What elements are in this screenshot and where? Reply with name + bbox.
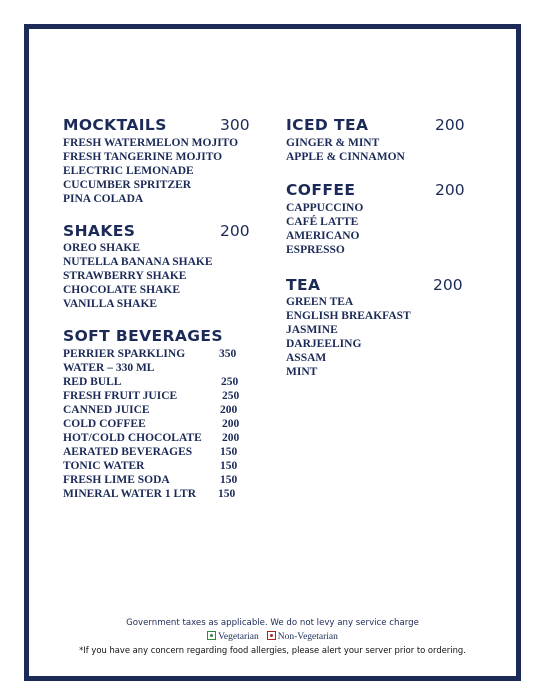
veg-icon [207,631,216,640]
menu-item: WATER – 330 ML [63,362,155,374]
menu-item: RED BULL [63,376,122,388]
menu-item: PINA COLADA [63,193,144,205]
menu-item: MINERAL WATER 1 LTR [63,488,197,500]
menu-item: ENGLISH BREAKFAST [286,310,411,322]
menu-item-price: 150 [220,474,238,486]
menu-item: CAPPUCCINO [286,202,364,214]
menu-item: ASSAM [286,352,327,364]
section-title-iced-tea: ICED TEA [286,116,369,134]
tax-note: Government taxes as applicable. We do not levy any service charge [126,618,419,628]
menu-item: FRESH FRUIT JUICE [63,390,178,402]
menu-item: OREO SHAKE [63,242,141,254]
non-veg-icon [267,631,276,640]
menu-item: STRAWBERRY SHAKE [63,270,187,282]
menu-item: COLD COFFEE [63,418,146,430]
section-price-mocktails: 300 [220,116,250,134]
menu-item: DARJEELING [286,338,362,350]
section-price-shakes: 200 [220,222,250,240]
menu-item: TONIC WATER [63,460,145,472]
menu-item-price: 150 [218,488,236,500]
menu-item: MINT [286,366,318,378]
menu-item: PERRIER SPARKLING [63,348,186,360]
section-title-tea: TEA [286,276,321,294]
menu-item: GREEN TEA [286,296,354,308]
section-title-mocktails: MOCKTAILS [63,116,167,134]
menu-item-price: 200 [220,404,238,416]
menu-item-price: 350 [219,348,237,360]
menu-item: CANNED JUICE [63,404,150,416]
section-title-shakes: SHAKES [63,222,136,240]
menu-item-price: 150 [220,460,238,472]
menu-item: CAFÉ LATTE [286,216,359,228]
menu-item: FRESH LIME SODA [63,474,170,486]
non-veg-label: Non-Vegetarian [277,632,338,642]
section-title-soft-beverages: SOFT BEVERAGES [63,327,223,345]
menu-item: FRESH TANGERINE MOJITO [63,151,223,163]
diet-legend [24,631,521,642]
menu-item: ESPRESSO [286,244,345,256]
section-price-coffee: 200 [435,181,465,199]
menu-item: ELECTRIC LEMONADE [63,165,194,177]
menu-item-price: 250 [221,376,239,388]
section-price-tea: 200 [433,276,463,294]
menu-item: APPLE & CINNAMON [286,151,405,163]
menu-item: AMERICANO [286,230,360,242]
menu-item: NUTELLA BANANA SHAKE [63,256,213,268]
menu-item: VANILLA SHAKE [63,298,158,310]
menu-item: JASMINE [286,324,338,336]
section-price-iced-tea: 200 [435,116,465,134]
menu-item: GINGER & MINT [286,137,380,149]
menu-item-price: 150 [220,446,238,458]
section-title-coffee: COFFEE [286,181,356,199]
menu-item-price: 250 [222,390,240,402]
menu-item-price: 200 [222,418,240,430]
menu-item: CUCUMBER SPRITZER [63,179,192,191]
veg-label: Vegetarian [218,632,259,642]
menu-item: HOT/COLD CHOCOLATE [63,432,202,444]
menu-item: AERATED BEVERAGES [63,446,193,458]
menu-item: FRESH WATERMELON MOJITO [63,137,239,149]
allergy-note: *If you have any concern regarding food allergies, please alert your server prior to ordering. [79,645,466,655]
menu-item-price: 200 [222,432,240,444]
menu-item: CHOCOLATE SHAKE [63,284,181,296]
